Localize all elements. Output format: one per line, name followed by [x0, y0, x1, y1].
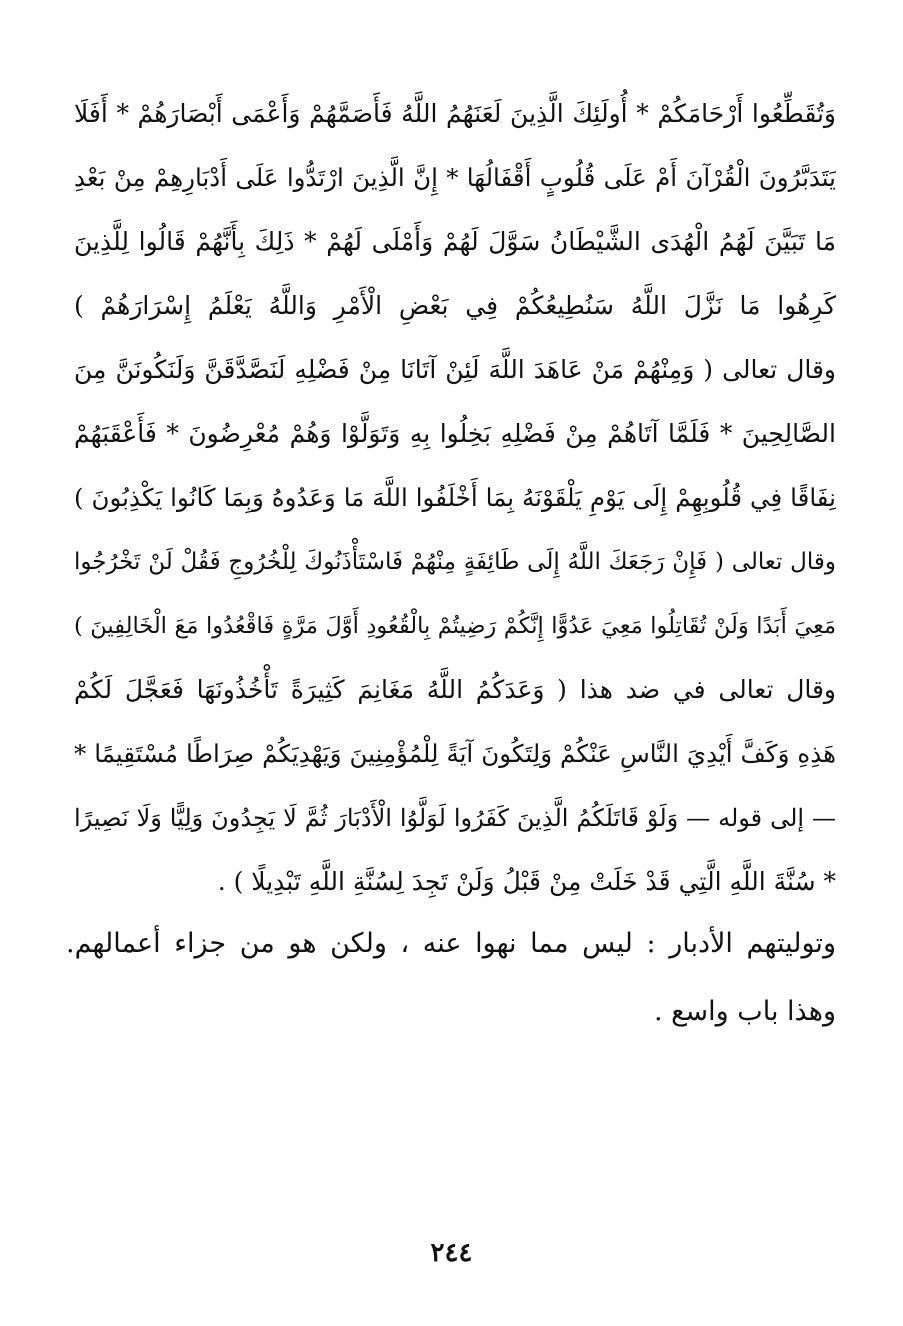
prose-paragraph: [66, 910, 836, 1046]
verse-line-10: وقال تعالى في ضد هذا ( وَعَدَكُمُ اللَّهُ مَغَانِمَ كَثِيرَةً تَأْخُذُونَهَا فَعَجَّلَ لَكُمْ: [74, 675, 836, 704]
verse-line-5: وقال تعالى ( وَمِنْهُمْ مَنْ عَاهَدَ اللَّهَ لَئِنْ آتَانَا مِنْ فَضْلِهِ لَنَصَّدَّقَنَّ وَلَنَكُونَنَّ مِنَ: [74, 355, 836, 384]
verse-line-7: نِفَاقًا فِي قُلُوبِهِمْ إِلَى يَوْمِ يَلْقَوْنَهُ بِمَا أَخْلَفُوا اللَّهَ مَا وَعَدُوهُ وَبِمَا كَانُوا يَكْذِبُونَ ): [74, 483, 836, 512]
verse-line-9: مَعِيَ أَبَدًا وَلَنْ تُقَاتِلُوا مَعِيَ عَدُوًّا إِنَّكُمْ رَضِيتُمْ بِالْقُعُودِ أَوَّلَ مَرَّةٍ فَاقْعُدُوا مَعَ الْخَالِفِينَ ): [74, 613, 836, 639]
quran-verses-block: [74, 82, 836, 914]
page-number: ٢٤٤: [430, 1238, 473, 1268]
verse-line-11: هَذِهِ وَكَفَّ أَيْدِيَ النَّاسِ عَنْكُمْ وَلِتَكُونَ آيَةً لِلْمُؤْمِنِينَ وَيَهْدِيَكُمْ صِرَاطًا مُسْتَقِيمًا *: [74, 739, 836, 768]
verse-line-6: الصَّالِحِينَ * فَلَمَّا آتَاهُمْ مِنْ فَضْلِهِ بَخِلُوا بِهِ وَتَوَلَّوْا وَهُمْ مُعْرِضُونَ * فَأَعْقَبَهُمْ: [74, 419, 836, 448]
verse-line-2: يَتَدَبَّرُونَ الْقُرْآنَ أَمْ عَلَى قُلُوبٍ أَقْفَالُهَا * إِنَّ الَّذِينَ ارْتَدُّوا عَلَى أَدْبَارِهِمْ مِنْ بَعْدِ: [74, 163, 836, 192]
verse-line-13: * سُنَّةَ اللَّهِ الَّتِي قَدْ خَلَتْ مِنْ قَبْلُ وَلَنْ تَجِدَ لِسُنَّةِ اللَّهِ تَبْدِيلًا ) .: [217, 867, 836, 896]
verse-line-3: مَا تَبَيَّنَ لَهُمُ الْهُدَى الشَّيْطَانُ سَوَّلَ لَهُمْ وَأَمْلَى لَهُمْ * ذَلِكَ بِأَنَّهُمْ قَالُوا لِلَّذِينَ: [74, 227, 836, 256]
verse-line-8: وقال تعالى ( فَإِنْ رَجَعَكَ اللَّهُ إِلَى طَائِفَةٍ مِنْهُمْ فَاسْتَأْذَنُوكَ لِلْخُرُوجِ فَقُلْ لَنْ تَخْرُجُوا: [74, 549, 836, 575]
verse-line-1: وَتُقَطِّعُوا أَرْحَامَكُمْ * أُولَئِكَ الَّذِينَ لَعَنَهُمُ اللَّهُ فَأَصَمَّهُمْ وَأَعْمَى أَبْصَارَهُمْ * أَفَلَا: [74, 99, 836, 128]
verse-line-4: كَرِهُوا مَا نَزَّلَ اللَّهُ سَنُطِيعُكُمْ فِي بَعْضِ الْأَمْرِ وَاللَّهُ يَعْلَمُ إِسْرَارَهُمْ ): [74, 291, 836, 320]
prose-line-2: وهذا باب واسع .: [654, 996, 836, 1027]
prose-line-1: وتوليتهم الأدبار : ليس مما نهوا عنه ، ولكن هو من جزاء أعمالهم.: [66, 928, 836, 959]
verse-line-12: — إلى قوله — وَلَوْ قَاتَلَكُمُ الَّذِينَ كَفَرُوا لَوَلَّوُا الْأَدْبَارَ ثُمَّ لَا يَجِدُونَ وَلِيًّا وَلَا نَصِيرًا: [74, 804, 836, 832]
